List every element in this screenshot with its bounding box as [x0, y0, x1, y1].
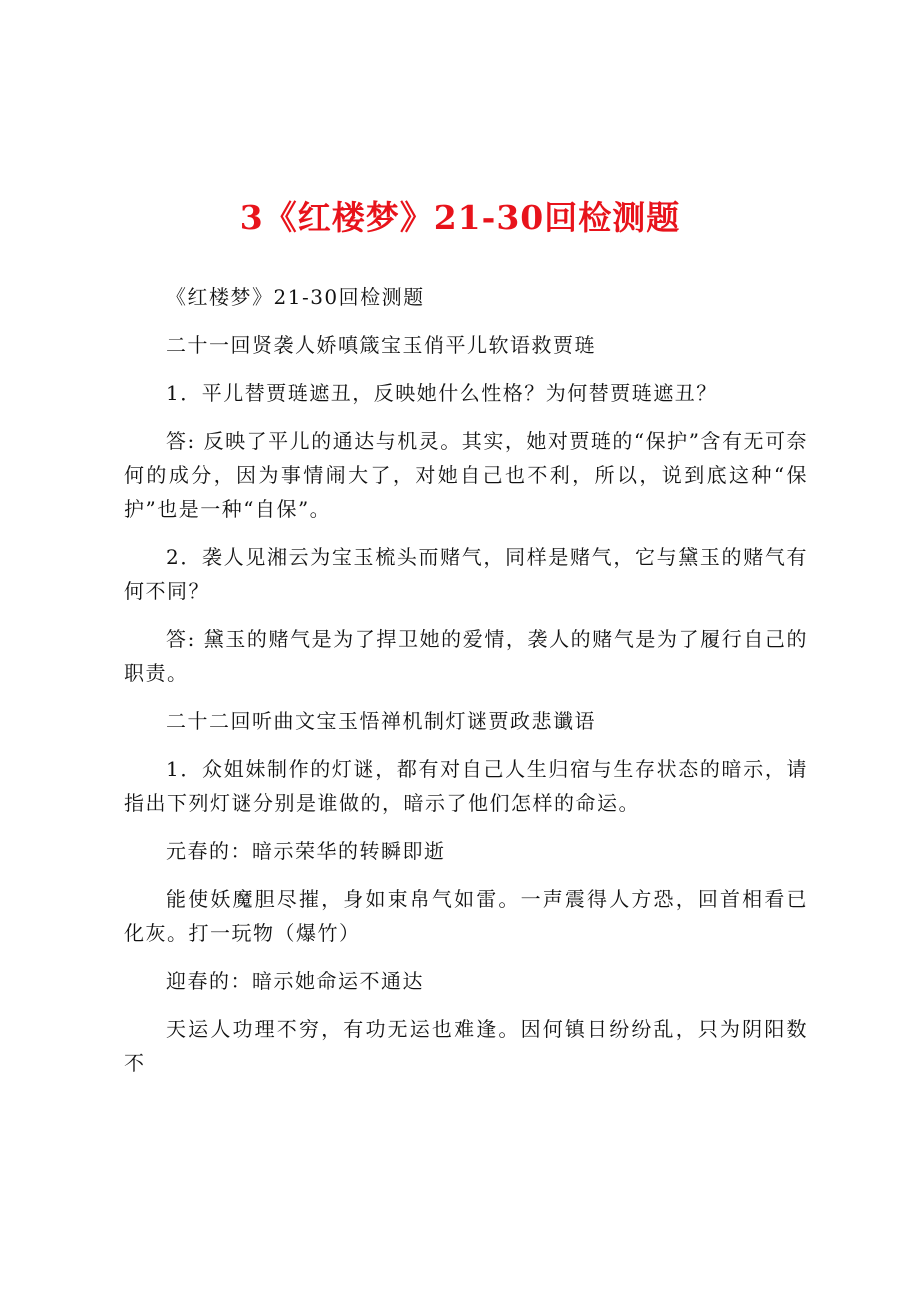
riddle-owner-paragraph: 元春的：暗示荣华的转瞬即逝 — [166, 839, 446, 863]
riddle-text-paragraph: 能使妖魔胆尽摧，身如束帛气如雷。一声震得人方恐，回首相看已化灰。打一玩物（爆竹） — [124, 887, 808, 945]
question-paragraph: 2．袭人见湘云为宝玉梳头而赌气，同样是赌气，它与黛玉的赌气有何不同？ — [124, 545, 808, 603]
document-title: 3《红楼梦》21-30回检测题 — [239, 198, 681, 237]
subtitle-paragraph: 《红楼梦》21-30回检测题 — [166, 285, 425, 309]
question-paragraph: 1．众姐妹制作的灯谜，都有对自己人生归宿与生存状态的暗示，请指出下列灯谜分别是谁做的，暗示了他们怎样的命运。 — [124, 757, 808, 815]
chapter-heading-22: 二十二回听曲文宝玉悟禅机制灯谜贾政悲谶语 — [166, 709, 596, 733]
riddle-owner-paragraph: 迎春的：暗示她命运不通达 — [166, 969, 424, 993]
answer-paragraph: 答: 黛玉的赌气是为了捍卫她的爱情，袭人的赌气是为了履行自己的职责。 — [124, 627, 808, 685]
answer-paragraph: 答: 反映了平儿的通达与机灵。其实，她对贾琏的“保护”含有无可奈何的成分，因为事情闹大了，对她自己也不利，所以，说到底这种“保护”也是一种“自保”。 — [124, 429, 808, 521]
chapter-heading-21: 二十一回贤袭人娇嗔箴宝玉俏平儿软语救贾琏 — [166, 333, 596, 357]
question-paragraph: 1．平儿替贾琏遮丑，反映她什么性格？为何替贾琏遮丑？ — [166, 381, 718, 405]
document-body — [124, 280, 808, 1080]
riddle-text-paragraph: 天运人功理不穷，有功无运也难逢。因何镇日纷纷乱，只为阴阳数不 — [124, 1017, 808, 1075]
